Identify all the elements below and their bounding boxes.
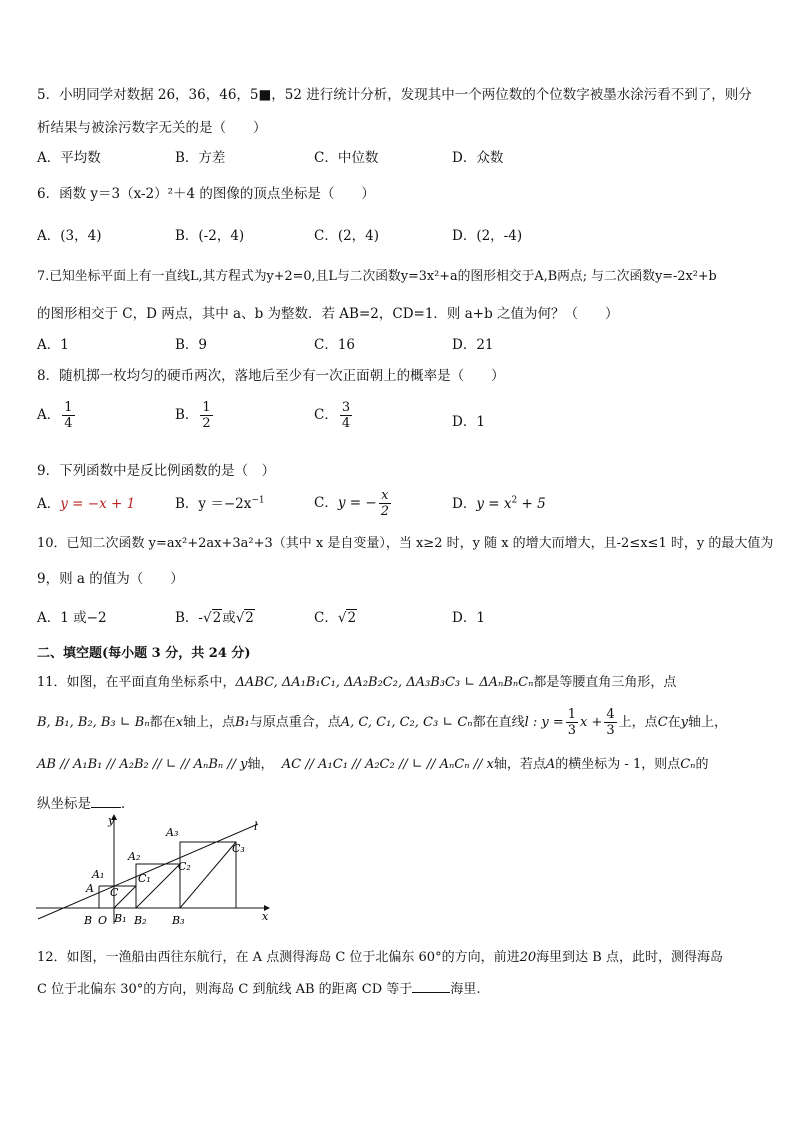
q12-line1	[37, 946, 723, 965]
q10-option-b-or: 或	[222, 610, 236, 626]
fraction-numerator: 1	[64, 400, 73, 415]
q12-line2-text: C 位于北偏东 30°的方向，则海岛 C 到航线 AB 的距离 CD 等于	[37, 982, 413, 997]
sqrt-symbol: √2	[202, 610, 222, 626]
label-y: y	[108, 814, 115, 827]
q10-options	[37, 606, 757, 636]
q8-options	[37, 400, 757, 440]
label-b1: B₁	[114, 912, 127, 925]
label-c2: C₂	[178, 860, 191, 873]
q9-option-b-label: B．	[175, 496, 199, 512]
fraction-denominator: 3	[606, 723, 615, 738]
q12-answer-blank[interactable]	[412, 992, 450, 993]
q6-option-d[interactable]: D．(2，-4)	[452, 228, 523, 244]
q9-option-c-label: C．	[314, 495, 338, 511]
q7-option-b[interactable]: B．9	[175, 337, 208, 353]
radicand: 2	[212, 610, 222, 626]
diag-3	[180, 842, 236, 908]
fraction-numerator: 3	[341, 400, 351, 415]
fraction-numerator: 1	[202, 400, 211, 415]
q8-option-a-fraction	[62, 400, 74, 431]
fraction-numerator: 4	[606, 707, 615, 722]
q11-line2-math2: A, C, C₁, C₂, C₃ ∟ Cₙ	[340, 715, 473, 730]
q8-option-a-label: A．	[37, 407, 61, 423]
q12-line1-tail: 海里到达 B 点，此时，测得海岛	[536, 950, 723, 965]
q8-option-a[interactable]	[37, 400, 77, 431]
q9-option-d-tail: + 5	[517, 496, 546, 512]
q11-figure	[36, 812, 286, 930]
q7-stem-line2: 的图形相交于 C，D 两点，其中 a、b 为整数．若 AB=2，CD=1．则 a+b 之值为何？（ ）	[37, 306, 619, 322]
q11-line3-a: A	[545, 757, 556, 772]
fraction-denominator: 4	[341, 416, 351, 431]
q11-fraction-2	[604, 707, 616, 738]
q6-option-b[interactable]: B．(-2，4)	[175, 228, 245, 244]
q11-line3-text: 轴，若点	[493, 757, 546, 772]
q12-line1-text: 12．如图，一渔船由西往东航行，在 A 点测得海岛 C 位于北偏东 60°的方向，前进	[37, 950, 520, 965]
q12-line2-tail: 海里.	[450, 982, 481, 997]
q7-stem-line1: 7.已知坐标平面上有一直线L,其方程式为y+2=0,且L与二次函数y=3x²+a的图形相交于A,B两点; 与二次函数y=-2x²+b	[37, 269, 717, 284]
q10-stem-line1: 10．已知二次函数 y=ax²+2ax+3a²+3（其中 x 是自变量），当 x≥2 时，y 随 x 的增大而增大，且-2≤x≤1 时，y 的最大值为	[37, 536, 774, 551]
q9-option-d[interactable]	[452, 492, 546, 512]
q11-line-equation-mid: x +	[580, 715, 603, 730]
q6-options	[37, 224, 757, 254]
q11-answer-blank[interactable]	[91, 807, 121, 808]
q9-option-d-label: D．	[452, 496, 477, 512]
q6-stem: 6．函数 y＝3（x-2）²＋4 的图像的顶点坐标是（ ）	[37, 186, 375, 202]
q11-line3-text: 的	[695, 757, 709, 772]
q11-answer-prompt: 纵坐标是	[37, 796, 91, 812]
q7-option-d[interactable]: D．21	[452, 337, 494, 353]
q9-option-c-fraction	[379, 488, 391, 519]
q11-line2-b1: B₁	[235, 715, 250, 730]
q11-line2-text: 与原点重合，点	[249, 715, 341, 730]
q9-option-a-label: A．	[37, 496, 61, 512]
q9-options	[37, 488, 757, 524]
q8-option-c-fraction	[340, 400, 352, 431]
fraction-numerator: 1	[567, 707, 577, 722]
q9-option-a-formula: y = −x + 1	[60, 496, 136, 512]
q9-option-d-exponent: 2	[511, 495, 518, 506]
sqrt-symbol: √2	[235, 610, 254, 626]
q11-line4	[37, 792, 135, 812]
q9-option-a[interactable]	[37, 492, 135, 512]
q8-option-b[interactable]	[175, 400, 215, 431]
section-heading: 二、填空题(每小题 3 分，共 24 分)	[37, 646, 251, 661]
q11-line2	[37, 707, 727, 741]
q11-line2-text: 轴上，点	[182, 715, 235, 730]
label-a3: A₃	[166, 826, 179, 839]
q11-line3-text: 的横坐标为 - 1，则点	[555, 757, 681, 772]
label-a: A	[86, 882, 94, 895]
q11-line2-y: y	[680, 715, 689, 730]
q6-option-c[interactable]: C．(2，4)	[314, 228, 380, 244]
q8-option-c-label: C．	[314, 407, 338, 423]
q11-line2-text: 在	[667, 715, 681, 730]
q5-option-c[interactable]: C．中位数	[314, 150, 379, 166]
q11-line2-text: 轴上，	[688, 715, 728, 730]
q11-line3-text: 轴，	[247, 757, 274, 772]
q7-options	[37, 333, 757, 363]
q5-options	[37, 146, 757, 176]
q5-option-a[interactable]: A．平均数	[37, 150, 101, 166]
q11-line2-text: 上，点	[618, 715, 658, 730]
q5-option-b[interactable]: B．方差	[175, 150, 226, 166]
fraction-denominator: 4	[64, 416, 73, 431]
radicand: 2	[245, 610, 254, 626]
q10-option-b[interactable]	[175, 606, 255, 626]
fraction-denominator: 3	[567, 723, 577, 738]
q11-line3	[37, 753, 708, 772]
q10-option-c[interactable]	[314, 606, 357, 626]
sqrt-symbol: √2	[337, 610, 357, 626]
fraction-numerator: x	[381, 488, 389, 503]
q5-stem-line2: 析结果与被涂污数字无关的是（ ）	[37, 120, 267, 136]
label-c3: C₃	[232, 842, 245, 855]
radicand: 2	[347, 610, 357, 626]
q7-option-a[interactable]: A．1	[37, 337, 69, 353]
q9-option-c-formula: y = −	[337, 495, 377, 511]
label-x: x	[262, 910, 269, 923]
label-b3: B₃	[172, 914, 185, 927]
q11-line1-tail: 都是等腰直角三角形，点	[533, 675, 677, 690]
q11-line3-cn: Cₙ	[680, 757, 696, 772]
q11-line2-math1: B, B₁, B₂, B₃ ∟ Bₙ	[37, 715, 150, 730]
label-b: B	[84, 914, 93, 927]
q11-line1-intro: 11．如图，在平面直角坐标系中，	[37, 675, 236, 690]
q9-stem: 9．下列函数中是反比例函数的是（ ）	[37, 463, 276, 479]
q8-option-c[interactable]	[314, 400, 354, 431]
q9-option-c[interactable]	[314, 488, 393, 519]
q11-line2-c: C	[657, 715, 668, 730]
q5-stem-line1: 5．小明同学对数据 26，36，46，5■，52 进行统计分析，发现其中一个两位数的个位数字被墨水涂污看不到了，则分	[37, 87, 752, 103]
q6-option-a[interactable]: A．(3，4)	[37, 228, 102, 244]
q9-option-b-formula: y ＝−2x	[198, 496, 252, 512]
q11-line1	[37, 671, 676, 690]
q11-line2-text: 都在直线	[472, 715, 525, 730]
label-o: O	[98, 914, 108, 927]
label-a1: A₁	[92, 868, 105, 881]
q11-line2-x: x	[175, 715, 183, 730]
q10-option-c-label: C．	[314, 610, 338, 626]
label-c: C	[110, 886, 119, 899]
q12-line2	[37, 978, 480, 997]
q11-line2-text: 都在	[149, 715, 176, 730]
q9-option-b-exponent: −1	[251, 495, 265, 506]
q11-line3-math1: AB // A₁B₁ // A₂B₂ // ∟ // AₙBₙ // y	[37, 757, 248, 772]
fraction-denominator: 2	[380, 504, 389, 519]
q10-option-a[interactable]: A．1 或−2	[37, 610, 107, 626]
q12-distance: 20	[519, 950, 537, 965]
q10-option-b-prefix: B．-	[175, 610, 203, 626]
q5-option-d[interactable]: D．众数	[452, 150, 504, 166]
fraction-denominator: 2	[202, 416, 211, 431]
q8-option-d[interactable]: D．1	[452, 414, 485, 430]
q9-option-d-formula: y = x	[476, 496, 512, 512]
q11-line-equation: l : y =	[524, 715, 564, 730]
q8-stem: 8．随机掷一枚均匀的硬币两次，落地后至少有一次正面朝上的概率是（ ）	[37, 368, 505, 384]
q11-line1-math: ΔABC, ΔA₁B₁C₁, ΔA₂B₂C₂, ΔA₃B₃C₃ ∟ ΔAₙBₙCₙ	[235, 675, 534, 690]
q10-stem-line2: 9，则 a 的值为（ ）	[37, 571, 184, 587]
q10-option-d[interactable]: D．1	[452, 610, 485, 626]
q8-option-b-label: B．	[175, 407, 199, 423]
diag-2	[136, 864, 180, 908]
label-c1: C₁	[138, 872, 151, 885]
q11-fraction-1	[566, 707, 578, 738]
q11-line3-math2: AC // A₁C₁ // A₂C₂ // ∟ // AₙCₙ // x	[281, 757, 494, 772]
label-b2: B₂	[134, 914, 147, 927]
label-l: l	[254, 820, 258, 833]
q8-option-b-fraction	[200, 400, 212, 431]
q9-option-b[interactable]	[175, 492, 265, 512]
q11-answer-period: ．	[121, 796, 135, 812]
q7-option-c[interactable]: C．16	[314, 337, 356, 353]
label-a2: A₂	[128, 850, 141, 863]
